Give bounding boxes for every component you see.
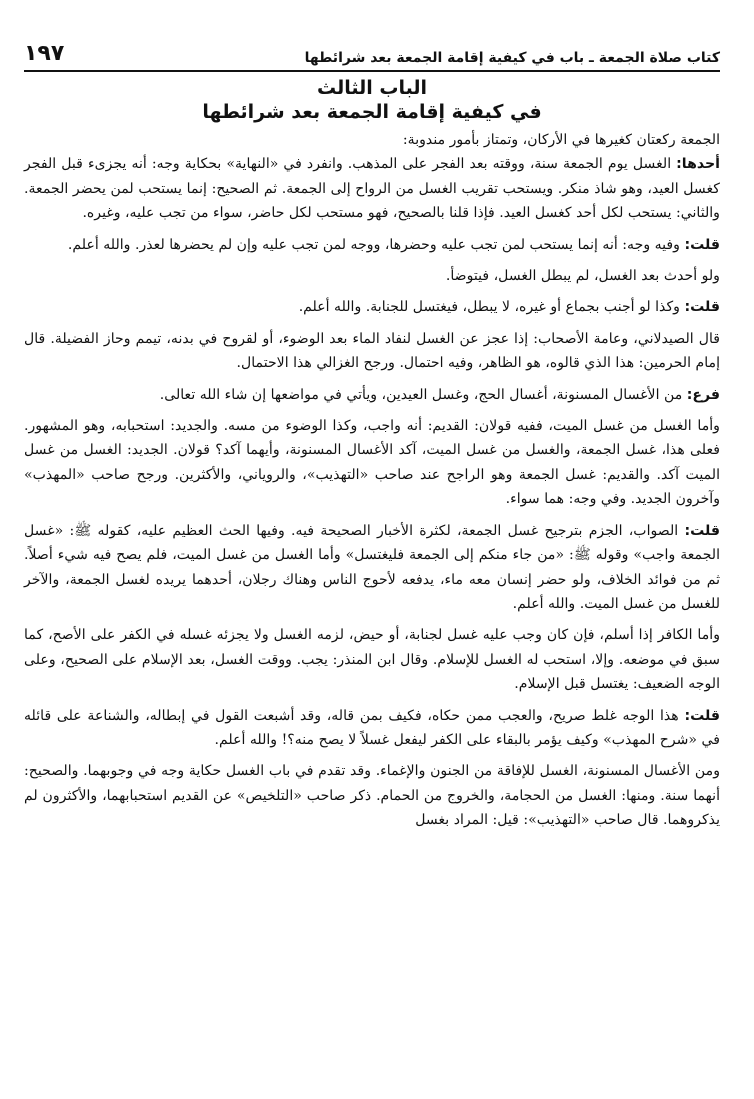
paragraph-lead: أحدها: xyxy=(676,156,720,173)
paragraph-lead: قلت: xyxy=(684,236,720,253)
paragraph xyxy=(24,759,720,832)
paragraph xyxy=(24,704,720,753)
paragraph-text: الصواب، الجزم بترجيح غسل الجمعة، لكثرة الأخبار الصحيحة فيه. وفيها الحث العظيم عليه، كقوله ﷺ: «غسل الجمعة واجب» وقوله ﷺ: «من جاء منكم إلى الجمعة فليغتسل» وأما الغسل من غسل الميت، فلم يصح فيه شيء أصلاً. ثم من فوائد الخلاف، ولو حضر إنسان معه ماء، يدفعه لأحوج الناس وهناك رجلان، أحدهما يريده لغسل الجمعة، والآخر للغسل من غسل الميت. والله أعلم. xyxy=(24,522,721,612)
body-text xyxy=(24,128,720,840)
paragraph-text: وأما الغسل من غسل الميت، ففيه قولان: القديم: أنه واجب، وكذا الوضوء من مسه. والجديد: استحبابه، وهو المشهور. فعلى هذا، غسل الجمعة، والغسل من غسل الميت، آكد الأغسال المسنونة، وأيهما آكد؟ قولان. الجديد: الغسل من غسل الميت آكد. والقديم: غسل الجمعة وهو الراجح عند صاحب «التهذيب»، والروياني، والأكثرين. ورجح صاحب «المهذب» وآخرون الجديد. وفي وجه: هما سواء. xyxy=(24,418,720,508)
paragraph-text: وأما الكافر إذا أسلم، فإن كان وجب عليه غسل لجنابة، أو حيض، لزمه الغسل ولا يجزئه غسله في الكفر على الأصح، كما سبق في موضعه. وإلا، استحب له الغسل للإسلام. وقال ابن المنذر: يجب. ووقت الغسل، بعد الإسلام على الصحيح، وعلى الوجه الضعيف: يغتسل قبل الإسلام. xyxy=(24,627,720,693)
chapter-subtitle: في كيفية إقامة الجمعة بعد شرائطها xyxy=(202,101,542,123)
paragraph-text: من الأغسال المسنونة، أغسال الحج، وغسل العيدين، ويأتي في مواضعها إن شاء الله تعالى. xyxy=(159,386,683,403)
paragraph xyxy=(24,295,720,319)
paragraph-text: ومن الأغسال المسنونة، الغسل للإفاقة من الجنون والإغماء. وقد تقدم في باب الغسل حكاية وجه في وجوبهما. والصحيح: أنهما سنة. ومنها: الغسل من الحجامة، والخروج من الحمام. ذكر صاحب «التلخيص» عن القديم استحبابهما، والأكثرون لم يذكروهما. قال صاحب «التهذيب»: قيل: المراد بغسل xyxy=(24,763,720,829)
page-number: ١٩٧ xyxy=(24,41,65,66)
paragraph-lead: قلت: xyxy=(684,522,720,539)
paragraph xyxy=(24,152,720,225)
paragraph xyxy=(24,327,720,376)
paragraph-text: الغسل يوم الجمعة سنة، ووقته بعد الفجر على المذهب. وانفرد في «النهاية» بحكاية وجه: أنه يجزىء قبل الفجر كغسل العيد، وهو شاذ منكر. ويستحب تقريب الغسل من الرواح إلى الجمعة. ثم الصحيح: إنما يستحب لمن يحضر الجمعة. والثاني: يستحب لكل أحد كغسل العيد. فإذا قلنا بالصحيح، فهو مستحب لكل حاضر، سواء من تجب عليه، وغيره. xyxy=(24,156,720,222)
paragraph xyxy=(24,414,720,512)
paragraph xyxy=(24,519,720,617)
paragraph-text: ولو أحدث بعد الغسل، لم يبطل الغسل، فيتوضأ. xyxy=(445,268,720,285)
page-header xyxy=(24,30,720,72)
chapter-heading xyxy=(24,76,720,124)
chapter-title: الباب الثالث xyxy=(316,77,428,99)
paragraph xyxy=(24,128,720,152)
paragraph xyxy=(24,264,720,288)
paragraph xyxy=(24,383,720,407)
paragraph-lead: فرع: xyxy=(686,386,720,403)
paragraph xyxy=(24,623,720,696)
paragraph xyxy=(24,233,720,257)
paragraph-text: الجمعة ركعتان كغيرها في الأركان، وتمتاز بأمور مندوبة: xyxy=(402,132,720,148)
paragraph-text: قال الصيدلاني، وعامة الأصحاب: إذا عجز عن الغسل لنفاد الماء بعد الوضوء، أو لقروح في بدنه، تيمم وحاز الفضيلة. قال إمام الحرمين: هذا الذي قالوه، هو الظاهر، وفيه احتمال. ورجح الغزالي هذا الاحتمال. xyxy=(24,330,720,372)
paragraph-text: وكذا لو أجنب بجماع أو غيره، لا يبطل، فيغتسل للجنابة. والله أعلم. xyxy=(298,299,680,316)
paragraph-lead: قلت: xyxy=(684,299,720,316)
paragraph-text: وفيه وجه: أنه إنما يستحب لمن تجب عليه وحضرها، ووجه لمن تجب عليه وإن لم يحضرها لعذر. والله أعلم. xyxy=(67,236,680,253)
running-head: كتاب صلاة الجمعة ـ باب في كيفية إقامة الجمعة بعد شرائطها xyxy=(304,50,720,66)
paragraph-lead: قلت: xyxy=(684,707,720,724)
paragraph-text: هذا الوجه غلط صريح، والعجب ممن حكاه، فكيف بمن قاله، وقد أشبعت القول في إبطاله، والشناعة على قائله في «شرح المهذب» وكيف يؤمر بالبقاء على الكفر ليفعل غسلاً لا يصح منه؟! والله أعلم. xyxy=(24,707,720,748)
